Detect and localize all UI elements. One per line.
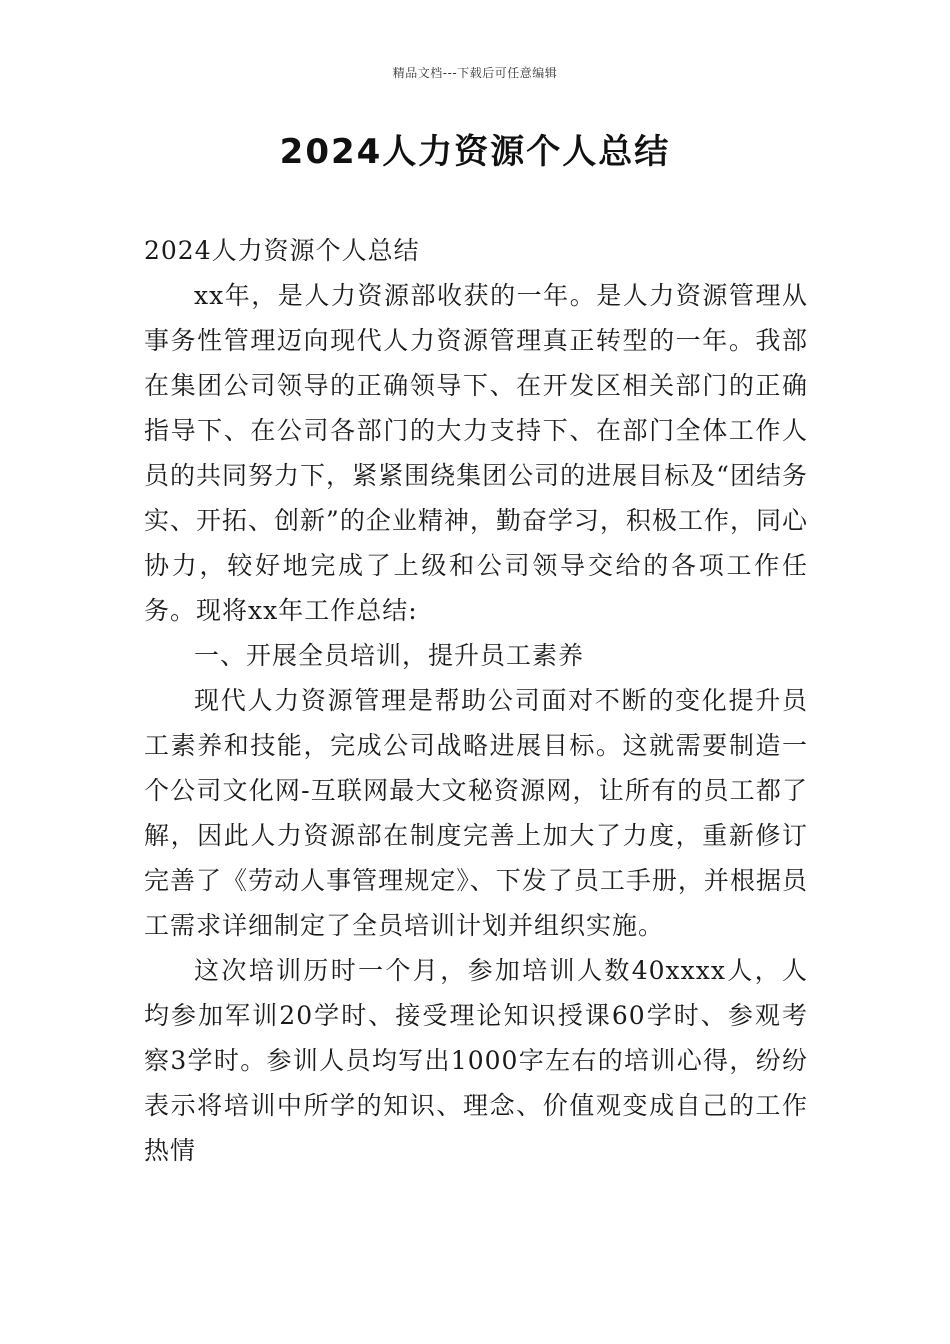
subtitle-paragraph: 2024人力资源个人总结: [144, 236, 420, 265]
body-paragraph: 现代人力资源管理是帮助公司面对不断的变化提升员工素养和技能，完成公司战略进展目标。这就需要制造一个公司文化网-互联网最大文秘资源网，让所有的员工都了解，因此人力资源部在制度完善上加大了力度，重新修订完善了《劳动人事管理规定》、下发了员工手册，并根据员工需求详细制定了全员培训计划并组织实施。: [144, 686, 808, 940]
body-paragraph: 这次培训历时一个月，参加培训人数40xxxx人，人均参加军训20学时、接受理论知识授课60学时、参观考察3学时。参训人员均写出1000字左右的培训心得，纷纷表示将培训中所学的知识、理念、价值观变成自己的工作热情: [144, 956, 808, 1165]
document-title: 2024人力资源个人总结: [279, 132, 671, 172]
body-paragraph: xx年，是人力资源部收获的一年。是人力资源管理从事务性管理迈向现代人力资源管理真正转型的一年。我部在集团公司领导的正确领导下、在开发区相关部门的正确指导下、在公司各部门的大力支持下、在部门全体工作人员的共同努力下，紧紧围绕集团公司的进展目标及“团结务实、开拓、创新”的企业精神，勤奋学习，积极工作，同心协力，较好地完成了上级和公司领导交给的各项工作任务。现将xx年工作总结:: [144, 281, 808, 625]
section-heading: 一、开展全员培训，提升员工素养: [194, 641, 585, 670]
header-note: 精品文档---下载后可任意编辑: [392, 66, 558, 80]
document-body: [144, 228, 808, 1173]
